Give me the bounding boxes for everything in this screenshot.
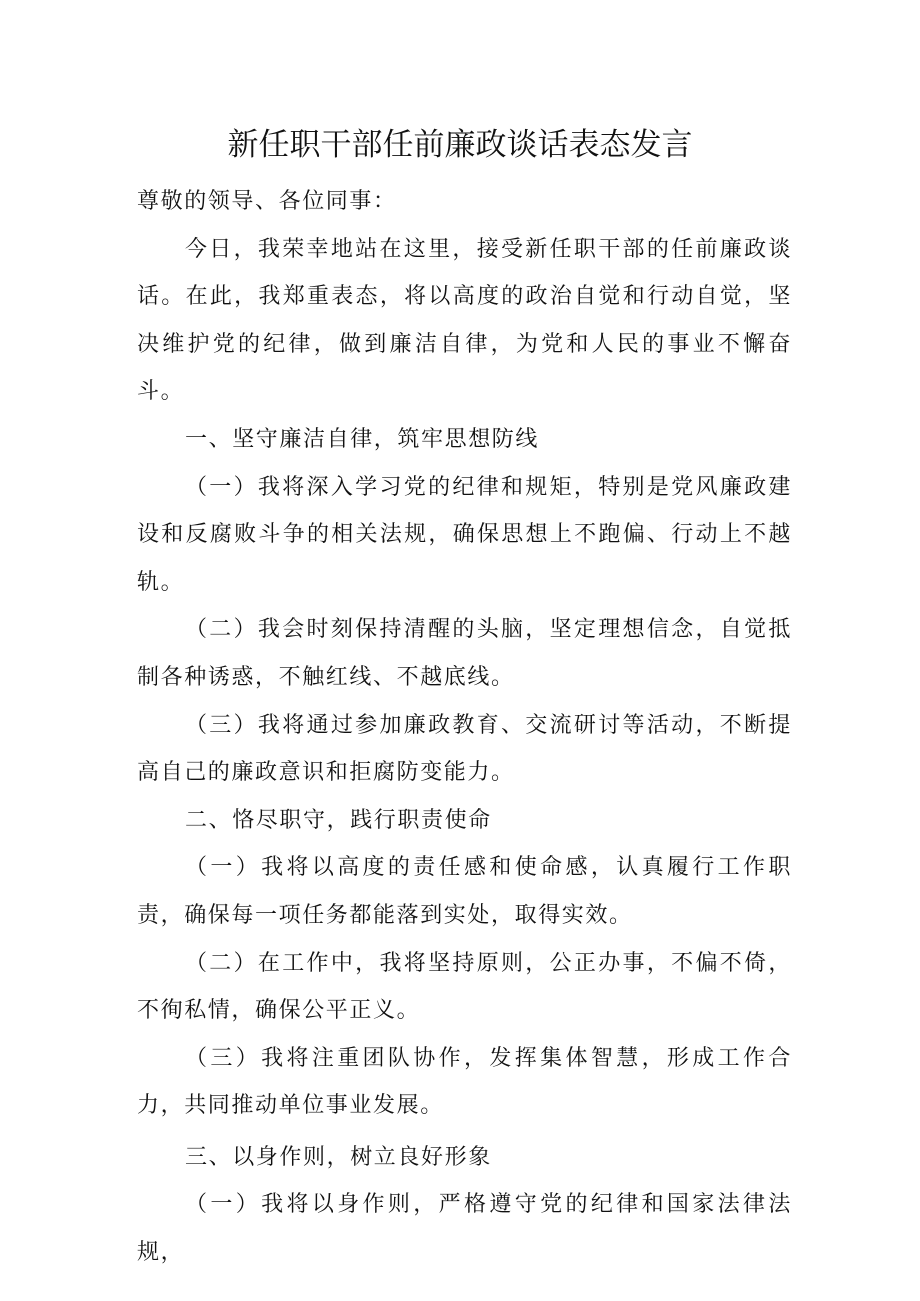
- section-heading-3: 三、以身作则，树立良好形象: [185, 1144, 492, 1170]
- intro-paragraph: 今日，我荣幸地站在这里，接受新任职干部的任前廉政谈话。在此，我郑重表态，将以高度的政治自觉和行动自觉，坚决维护党的纪律，做到廉洁自律，为党和人民的事业不懈奋斗。: [137, 236, 792, 405]
- section-2-item-3: （三）我将注重团队协作，发挥集体智慧，形成工作合力，共同推动单位事业发展。: [137, 1045, 792, 1119]
- section-1-item-3: （三）我将通过参加廉政教育、交流研讨等活动，不断提高自己的廉政意识和拒腐防变能力。: [137, 712, 792, 786]
- section-heading-2: 二、恪尽职守，践行职责使命: [185, 807, 492, 833]
- document-title: 新任职干部任前廉政谈话表态发言: [227, 127, 693, 163]
- document-body: [137, 178, 792, 1277]
- section-1-item-2: （二）我会时刻保持清醒的头脑，坚定理想信念，自觉抵制各种诱惑，不触红线、不越底线。: [137, 617, 792, 690]
- section-heading-1: 一、坚守廉洁自律，筑牢思想防线: [185, 426, 540, 452]
- section-3-item-1: （一）我将以身作则，严格遵守党的纪律和国家法律法规，: [137, 1192, 792, 1266]
- section-1-item-1: （一）我将深入学习党的纪律和规矩，特别是党风廉政建设和反腐败斗争的相关法规，确保思想上不跑偏、行动上不越轨。: [137, 474, 792, 595]
- section-2-item-1: （一）我将以高度的责任感和使命感，认真履行工作职责，确保每一项任务都能落到实处，取得实效。: [137, 855, 792, 928]
- section-2-item-2: （二）在工作中，我将坚持原则，公正办事，不偏不倚，不徇私情，确保公平正义。: [137, 950, 792, 1024]
- salutation: 尊敬的领导、各位同事：: [137, 189, 397, 214]
